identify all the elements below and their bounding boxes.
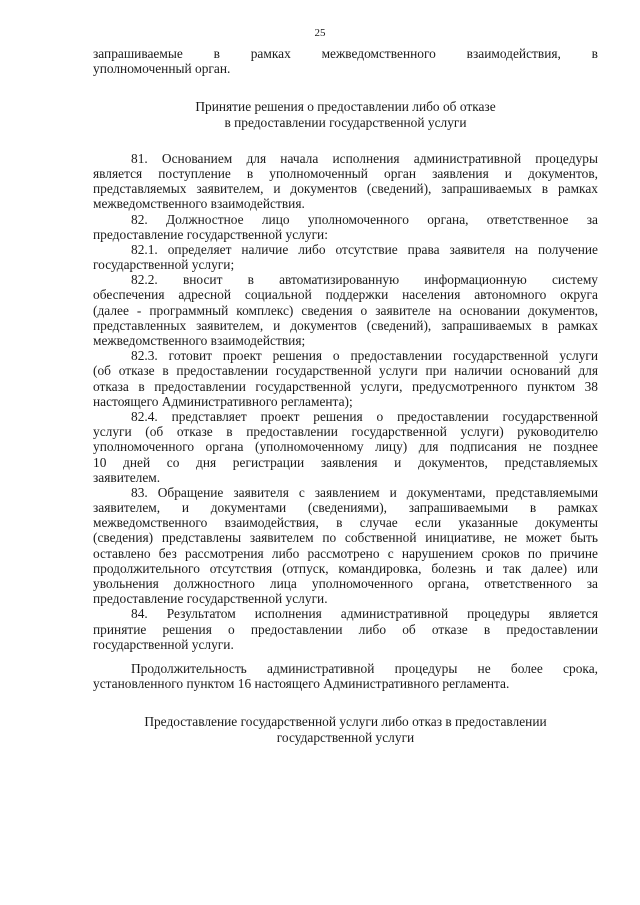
heading-line: государственной услуги <box>276 729 415 745</box>
text-line: настоящего Административного регламента); <box>93 393 353 409</box>
text-line: 83. Обращение заявителя с заявлением и документами, представляемыми <box>131 484 598 500</box>
text-line: межведомственного взаимодействия. <box>93 196 305 212</box>
text-line: продолжительного отсутствия (отпуск, командировка, болезнь и так далее) или <box>93 560 598 576</box>
text-line: 82.4. представляет проект решения о предоставлении государственной <box>131 408 598 424</box>
paragraph-gap <box>93 130 598 151</box>
text-line: услуги (об отказе в предоставлении государственной услуги) руководителю <box>93 424 598 440</box>
text-line: Продолжительность административной процедуры не более срока, <box>131 660 598 676</box>
text-line: 10 дней со дня регистрации заявления и документов, представляемых <box>93 454 598 470</box>
text-line: отказа в предоставлении государственной услуги, предусмотренного пунктом 38 <box>93 378 598 394</box>
text-line: установленного пунктом 16 настоящего Административного регламента. <box>93 676 510 692</box>
text-line: государственной услуги; <box>93 257 235 273</box>
text-line: оставлено без рассмотрения либо рассмотрено с нарушением сроков по причине <box>93 545 598 561</box>
text-line: (сведения) представлены заявителем по собственной инициативе, не может быть <box>93 530 598 546</box>
text-line: предоставление государственной услуги. <box>93 591 328 607</box>
text-line: межведомственного взаимодействия, в случае если указанные документы <box>93 515 598 531</box>
paragraph-gap <box>93 691 598 714</box>
paragraph-gap <box>93 652 598 661</box>
text-line: уполномоченного органа (уполномоченному лицу) для подписания не позднее <box>93 439 598 455</box>
text-line: запрашиваемые в рамках межведомственного взаимодействия, в <box>93 46 598 61</box>
heading-line: в предоставлении государственной услуги <box>224 114 467 130</box>
text-line: заявителем. <box>93 469 161 485</box>
text-line: межведомственного взаимодействия; <box>93 333 306 348</box>
paragraph-gap <box>93 76 598 99</box>
text-block <box>93 151 598 652</box>
text-block <box>93 46 598 76</box>
text-line: государственной услуги. <box>93 636 234 652</box>
text-line: принятие решения о предоставлении либо об отказе в предоставлении <box>93 621 598 637</box>
text-line: предоставление государственной услуги: <box>93 226 328 242</box>
text-line: 84. Результатом исполнения административной процедуры является <box>131 606 598 622</box>
text-line: обеспечения адресной социальной поддержки населения автономного округа <box>93 287 598 303</box>
heading-line: Принятие решения о предоставлении либо об отказе <box>195 99 496 115</box>
text-line: (далее - программный комплекс) сведения о заявителе на основании документов, <box>93 302 598 318</box>
text-line: 82.3. готовит проект решения о предоставлении государственной услуги <box>131 348 598 364</box>
text-line: увольнения должностного лица уполномоченного органа, ответственного за <box>93 576 598 591</box>
heading-line: Предоставление государственной услуги либо отказ в предоставлении <box>144 714 547 730</box>
text-block <box>93 661 598 691</box>
text-line: представленных заявителем, и документов (сведений), запрашиваемых в рамках <box>93 317 598 333</box>
text-line: 82.2. вносит в автоматизированную информационную систему <box>131 272 598 288</box>
text-line: представляемых заявителем, и документов (сведений), запрашиваемых в рамках <box>93 181 598 197</box>
text-line: является поступление в уполномоченный орган заявления и документов, <box>93 165 598 181</box>
page-number: 25 <box>314 27 326 39</box>
section-heading <box>93 714 598 744</box>
section-heading <box>93 99 598 129</box>
text-line: (об отказе в предоставлении государственной услуги при наличии оснований для <box>93 363 598 379</box>
text-line: 82.1. определяет наличие либо отсутствие права заявителя на получение <box>131 241 598 257</box>
text-line: 81. Основанием для начала исполнения административной процедуры <box>131 150 598 166</box>
text-line: уполномоченный орган. <box>93 61 231 77</box>
document-body <box>93 46 598 745</box>
text-line: заявителем, и документами (сведениями), запрашиваемыми в рамках <box>93 500 598 516</box>
text-line: 82. Должностное лицо уполномоченного органа, ответственное за <box>131 211 598 227</box>
